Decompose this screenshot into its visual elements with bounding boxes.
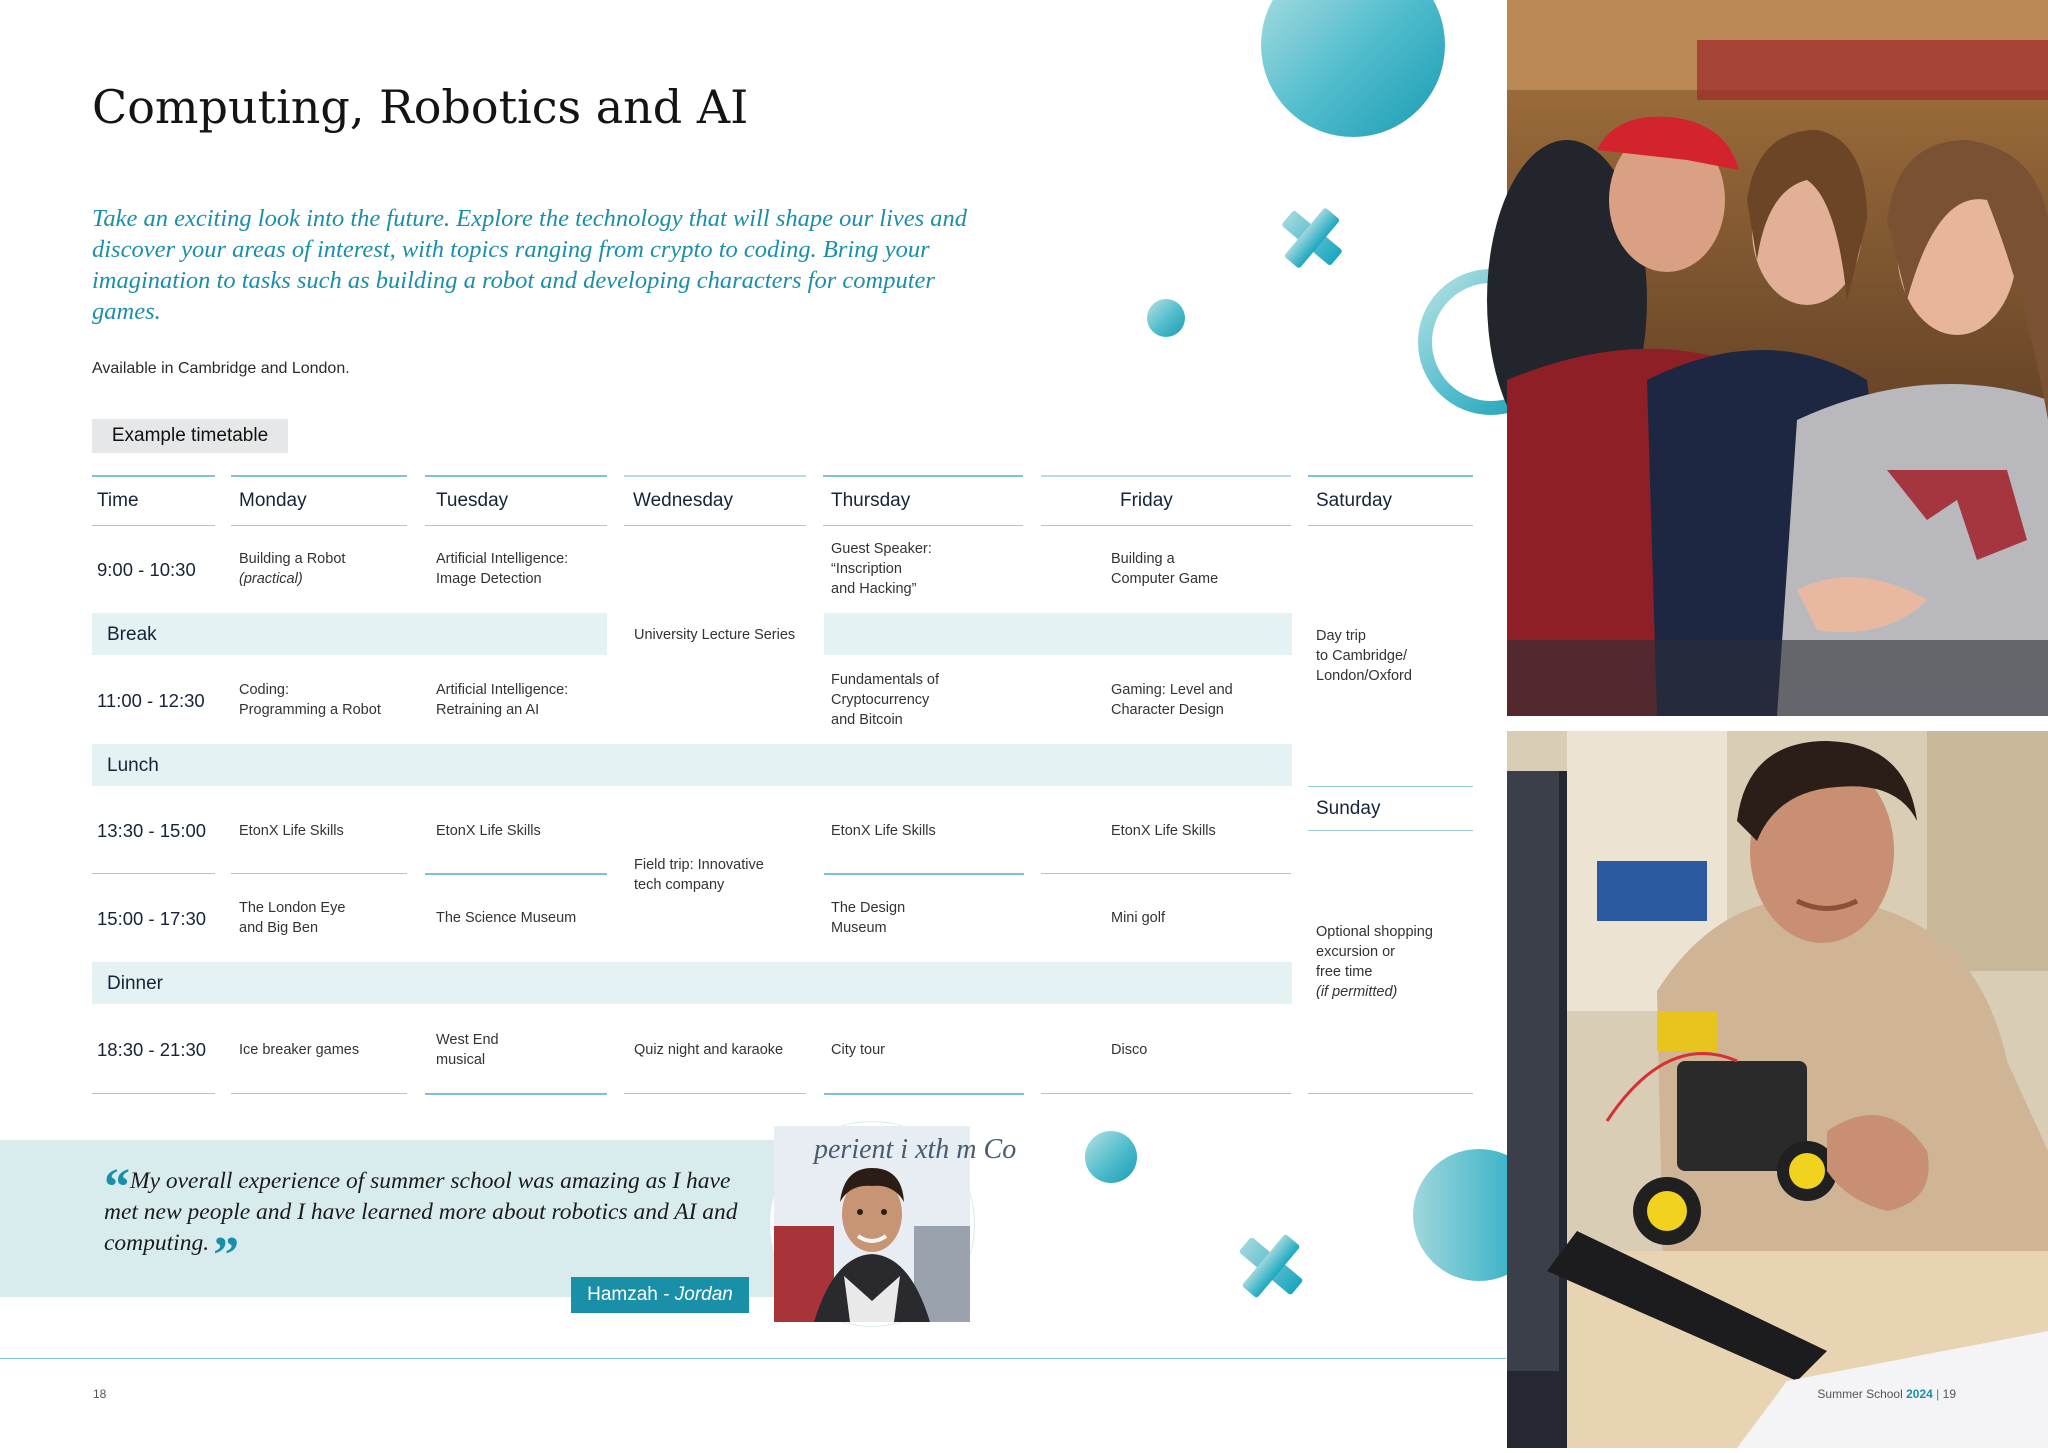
small-circle-bottom bbox=[1085, 1131, 1137, 1183]
header-saturday: Saturday bbox=[1316, 490, 1393, 511]
rule bbox=[824, 1093, 1024, 1095]
break-band-left bbox=[92, 613, 607, 655]
photo-student-robot bbox=[1507, 731, 2048, 1448]
time-slot-3: 13:30 - 15:00 bbox=[97, 820, 207, 841]
header-wednesday: Wednesday bbox=[633, 490, 733, 511]
cell-friday-slot-1: Building a Computer Game bbox=[1111, 551, 1219, 587]
testimonial-country: Jordan bbox=[674, 1284, 733, 1305]
cell-thursday-slot-2: Fundamentals of Cryptocurrency and Bitcoin bbox=[831, 672, 940, 728]
close-quote-icon: ” bbox=[213, 1227, 240, 1284]
rule bbox=[92, 525, 215, 526]
avatar-background-text: perient i xth m Co bbox=[814, 1134, 1017, 1165]
footer-divider: | bbox=[1936, 1387, 1940, 1401]
time-slot-4: 15:00 - 17:30 bbox=[97, 908, 207, 929]
rule bbox=[824, 873, 1024, 875]
rule bbox=[231, 1093, 407, 1094]
cell-tuesday-slot-3: EtonX Life Skills bbox=[436, 823, 541, 839]
cross-shape-bottom bbox=[1223, 1218, 1319, 1314]
rule bbox=[92, 1093, 215, 1094]
rule bbox=[1041, 525, 1291, 526]
rule bbox=[425, 525, 607, 526]
rule bbox=[425, 475, 607, 477]
rule bbox=[624, 525, 806, 526]
dinner-label: Dinner bbox=[107, 973, 163, 994]
lunch-band bbox=[92, 744, 1292, 786]
cell-saturday: Day trip to Cambridge/ London/Oxford bbox=[1316, 628, 1412, 684]
cell-thursday-slot-3: EtonX Life Skills bbox=[831, 823, 936, 839]
footer-year: 2024 bbox=[1906, 1387, 1933, 1401]
open-quote-icon: “ bbox=[104, 1159, 130, 1216]
cell-thursday-slot-4: The Design Museum bbox=[831, 900, 906, 936]
cell-monday-slot-2: Coding: Programming a Robot bbox=[239, 682, 381, 718]
rule bbox=[425, 1093, 607, 1095]
cell-tuesday-slot-4: The Science Museum bbox=[436, 910, 577, 926]
rule bbox=[231, 525, 407, 526]
page-title: Computing, Robotics and AI bbox=[92, 80, 749, 134]
cell-friday-slot-3: EtonX Life Skills bbox=[1111, 823, 1216, 839]
rule bbox=[823, 525, 1023, 526]
cell-wednesday-slot-5: Quiz night and karaoke bbox=[634, 1042, 784, 1058]
cell-sunday: Optional shopping excursion or free time (if permitted) bbox=[1316, 924, 1433, 1000]
cell-wednesday-morning: University Lecture Series bbox=[634, 627, 796, 643]
rule bbox=[1041, 1093, 1291, 1094]
rule bbox=[92, 873, 215, 874]
rule bbox=[624, 475, 806, 477]
footer-brand: Summer School bbox=[1817, 1387, 1903, 1401]
right-footer bbox=[1817, 1387, 1956, 1401]
header-friday: Friday bbox=[1120, 490, 1173, 511]
rule bbox=[425, 873, 607, 875]
testimonial-name: Hamzah bbox=[587, 1284, 658, 1305]
cell-monday-slot-5: Ice breaker games bbox=[239, 1042, 360, 1058]
cell-tuesday-slot-2: Artificial Intelligence: Retraining an AI bbox=[436, 682, 569, 718]
intro-text: Take an exciting look into the future. Explore the technology that will shape our lives and discover your areas of interest, with topics ranging from crypto to coding. Bring your imagination to tasks such as building a robot and developing characters for computer games. bbox=[92, 205, 968, 325]
cell-friday-slot-5: Disco bbox=[1111, 1042, 1148, 1058]
cell-friday-slot-2: Gaming: Level and Character Design bbox=[1111, 682, 1233, 718]
header-time: Time bbox=[97, 490, 139, 511]
cell-tuesday-slot-5: West End musical bbox=[436, 1032, 499, 1068]
cross-shape-top bbox=[1267, 193, 1357, 283]
dinner-band bbox=[92, 962, 1292, 1004]
break-band-right bbox=[824, 613, 1292, 655]
cell-thursday-slot-1: Guest Speaker: “Inscription and Hacking” bbox=[831, 541, 932, 597]
lunch-label: Lunch bbox=[107, 755, 159, 776]
avatar bbox=[770, 1122, 1017, 1326]
break-label: Break bbox=[107, 624, 157, 645]
rule bbox=[1041, 475, 1291, 477]
cell-monday-slot-4: The London Eye and Big Ben bbox=[239, 900, 346, 936]
rule bbox=[1308, 1093, 1473, 1094]
rule bbox=[1308, 786, 1473, 787]
time-slot-1: 9:00 - 10:30 bbox=[97, 559, 196, 580]
footer-rule bbox=[0, 1358, 1506, 1359]
cell-thursday-slot-5: City tour bbox=[831, 1042, 885, 1058]
testimonial-separator: - bbox=[663, 1284, 670, 1305]
rule bbox=[1308, 525, 1473, 526]
header-thursday: Thursday bbox=[831, 490, 911, 511]
time-slot-5: 18:30 - 21:30 bbox=[97, 1039, 207, 1060]
timetable-label: Example timetable bbox=[92, 419, 288, 453]
cell-tuesday-slot-1: Artificial Intelligence: Image Detection bbox=[436, 551, 569, 587]
photo-lecture-students bbox=[1507, 0, 2048, 716]
cell-wednesday-afternoon: Field trip: Innovative tech company bbox=[634, 857, 764, 893]
rule bbox=[624, 1093, 806, 1094]
cell-monday-slot-1: Building a Robot (practical) bbox=[239, 551, 346, 587]
rule bbox=[231, 873, 407, 874]
testimonial-quote: “My overall experience of summer school was amazing as I have met new people and I have learned more about robotics and AI and computing.” bbox=[104, 1159, 738, 1284]
cell-friday-slot-4: Mini golf bbox=[1111, 910, 1165, 926]
rule bbox=[1308, 475, 1473, 477]
rule bbox=[92, 475, 215, 477]
availability-text: Available in Cambridge and London. bbox=[92, 360, 350, 377]
header-tuesday: Tuesday bbox=[436, 490, 509, 511]
rule bbox=[823, 475, 1023, 477]
cell-monday-slot-3: EtonX Life Skills bbox=[239, 823, 344, 839]
rule bbox=[1308, 830, 1473, 831]
header-monday: Monday bbox=[239, 490, 307, 511]
large-circle-shape bbox=[1261, 0, 1445, 137]
time-slot-2: 11:00 - 12:30 bbox=[97, 690, 205, 711]
header-sunday: Sunday bbox=[1316, 798, 1381, 819]
right-page-number: 19 bbox=[1942, 1387, 1956, 1401]
small-dot-shape bbox=[1147, 299, 1185, 337]
rule bbox=[231, 475, 407, 477]
rule bbox=[1041, 873, 1291, 874]
left-page-number: 18 bbox=[93, 1387, 107, 1401]
testimonial-name-tag bbox=[571, 1277, 749, 1313]
